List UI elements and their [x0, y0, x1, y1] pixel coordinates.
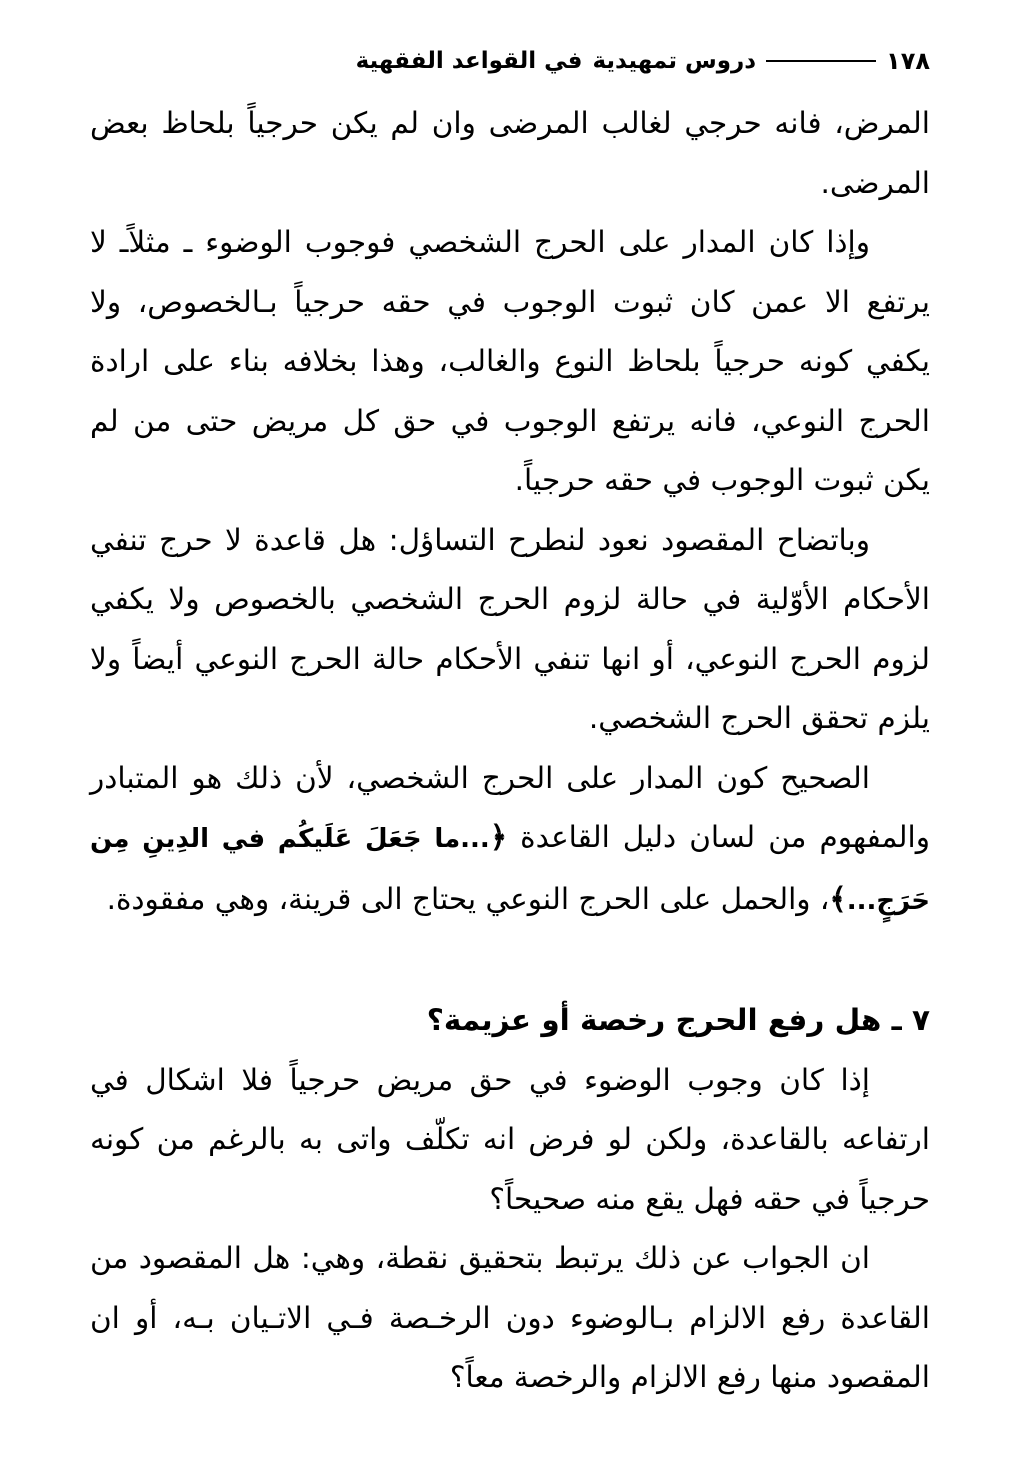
- running-header: [90, 36, 930, 86]
- header-rule: [766, 60, 876, 62]
- verse-close-bracket: ﴾: [829, 881, 847, 916]
- header-title-main: دروس تمهيدية: [592, 48, 757, 74]
- body-text: [90, 94, 930, 1408]
- section-paragraph-2: ان الجواب عن ذلك يرتبط بتحقيق نقطة، وهي: هل المقصود من القاعدة رفع الالزام بـالوضوء دون الرخـصة فـي الاتـيان بـه، أو ان المقصود منها رفع الالزام والرخصة معاً؟: [90, 1241, 930, 1394]
- paragraph-4: [90, 749, 930, 932]
- header-title-sub: في القواعد الفقهية: [355, 48, 583, 74]
- section-paragraph-1: إذا كان وجوب الوضوء في حق مريض حرجياً فلا اشكال في ارتفاعه بالقاعدة، ولكن لو فرض انه تكلّف واتى به بالرغم من كونه حرجياً في حقه فهل يقع منه صحيحاً؟: [90, 1062, 930, 1216]
- verse-open-bracket: ﴿: [489, 820, 508, 854]
- book-page: [90, 36, 930, 1408]
- paragraph-3: وباتضاح المقصود نعود لنطرح التساؤل: هل قاعدة لا حرج تنفي الأحكام الأوّلية في حالة لزوم الحرج الشخصي بالخصوص ولا يكفي لزوم الحرج النوعي، أو انها تنفي الأحكام حالة الحرج النوعي أيضاً ولا يلزم تحقق الحرج الشخصي.: [90, 522, 930, 735]
- paragraph-1: المرض، فانه حرجي لغالب المرضى وان لم يكن حرجياً بلحاظ بعض المرضى.: [90, 106, 930, 200]
- quran-verse: ...ما جَعَلَ عَلَيكُم في الدِينِ مِن حَرَجٍ...: [90, 824, 930, 916]
- paragraph-4-start: الصحيح كون المدار على الحرج الشخصي، لأن ذلك هو المتبادر والمفهوم من لسان دليل القاعدة: [90, 760, 930, 854]
- page-number: ١٧٨: [886, 47, 930, 75]
- paragraph-2: وإذا كان المدار على الحرج الشخصي فوجوب الوضوء ـ مثلاًـ لا يرتفع الا عمن كان ثبوت الوجوب في حقه حرجياً بـالخصوص، ولا يكفي كونه حرجياً بلحاظ النوع والغالب، وهذا بخلافه بناء على ارادة الحرج النوعي، فانه يرتفع الوجوب في حق كل مريض حتى من لم يكن ثبوت الوجوب في حقه حرجياً.: [90, 225, 930, 497]
- section-heading: ٧ ـ هل رفع الحرج رخصة أو عزيمة؟: [426, 1003, 930, 1037]
- paragraph-4-end: ، والحمل على الحرج النوعي يحتاج الى قرينة، وهي مفقودة.: [106, 881, 830, 916]
